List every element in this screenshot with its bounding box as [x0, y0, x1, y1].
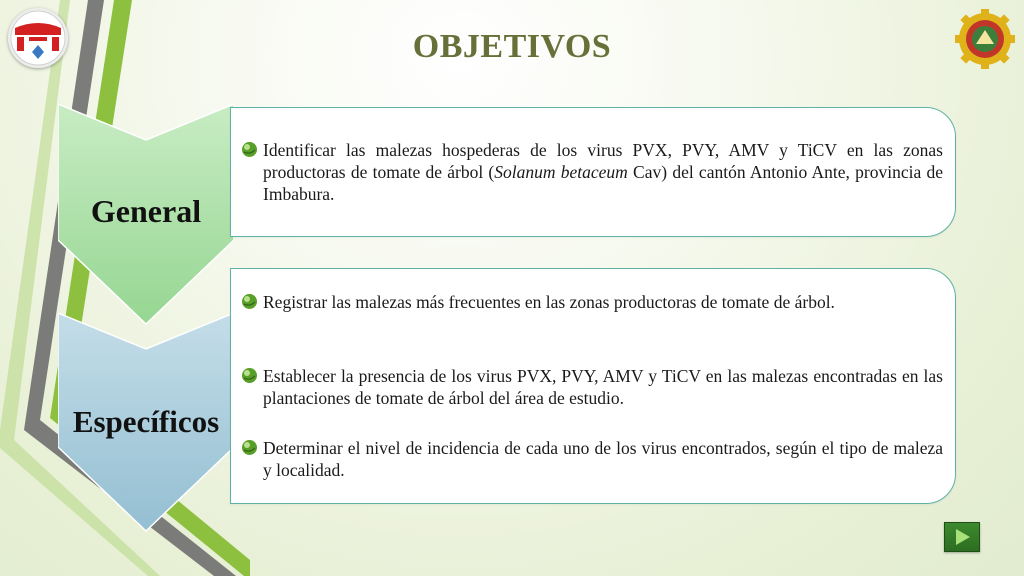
play-next-icon	[945, 523, 979, 551]
green-globe-bullet-icon	[241, 439, 258, 456]
general-text-after: Cav) del cantón Antonio Ante, provincia de Imbabura.	[263, 162, 943, 204]
next-slide-button[interactable]	[944, 522, 980, 552]
specific-objective-item	[263, 437, 943, 481]
general-text-before: Identificar las malezas hospederas de los virus PVX, PVY, AMV y TiCV en las zonas productoras de tomate de árbol (	[263, 140, 943, 182]
specific-objective-item	[263, 365, 943, 409]
specific-objective-item	[263, 291, 943, 313]
specific-item-text: Establecer la presencia de los virus PVX, PVY, AMV y TiCV en las malezas encontradas en las plantaciones de tomate de árbol del área de estudio.	[263, 366, 943, 408]
specific-objectives-box	[230, 268, 956, 504]
general-label: General	[90, 193, 202, 229]
green-globe-bullet-icon	[241, 367, 258, 384]
green-globe-bullet-icon	[241, 293, 258, 310]
specific-item-text: Determinar el nivel de incidencia de cada uno de los virus encontrados, según el tipo de maleza y localidad.	[263, 438, 943, 480]
specific-item-text: Registrar las malezas más frecuentes en las zonas productoras de tomate de árbol.	[263, 292, 835, 312]
green-globe-bullet-icon	[241, 141, 258, 158]
general-objective-box	[230, 107, 956, 237]
general-text-italic: Solanum betaceum	[494, 162, 628, 182]
specific-label: Específicos	[72, 404, 220, 439]
general-objective-item	[263, 139, 943, 205]
page-title: OBJETIVOS	[412, 28, 612, 65]
